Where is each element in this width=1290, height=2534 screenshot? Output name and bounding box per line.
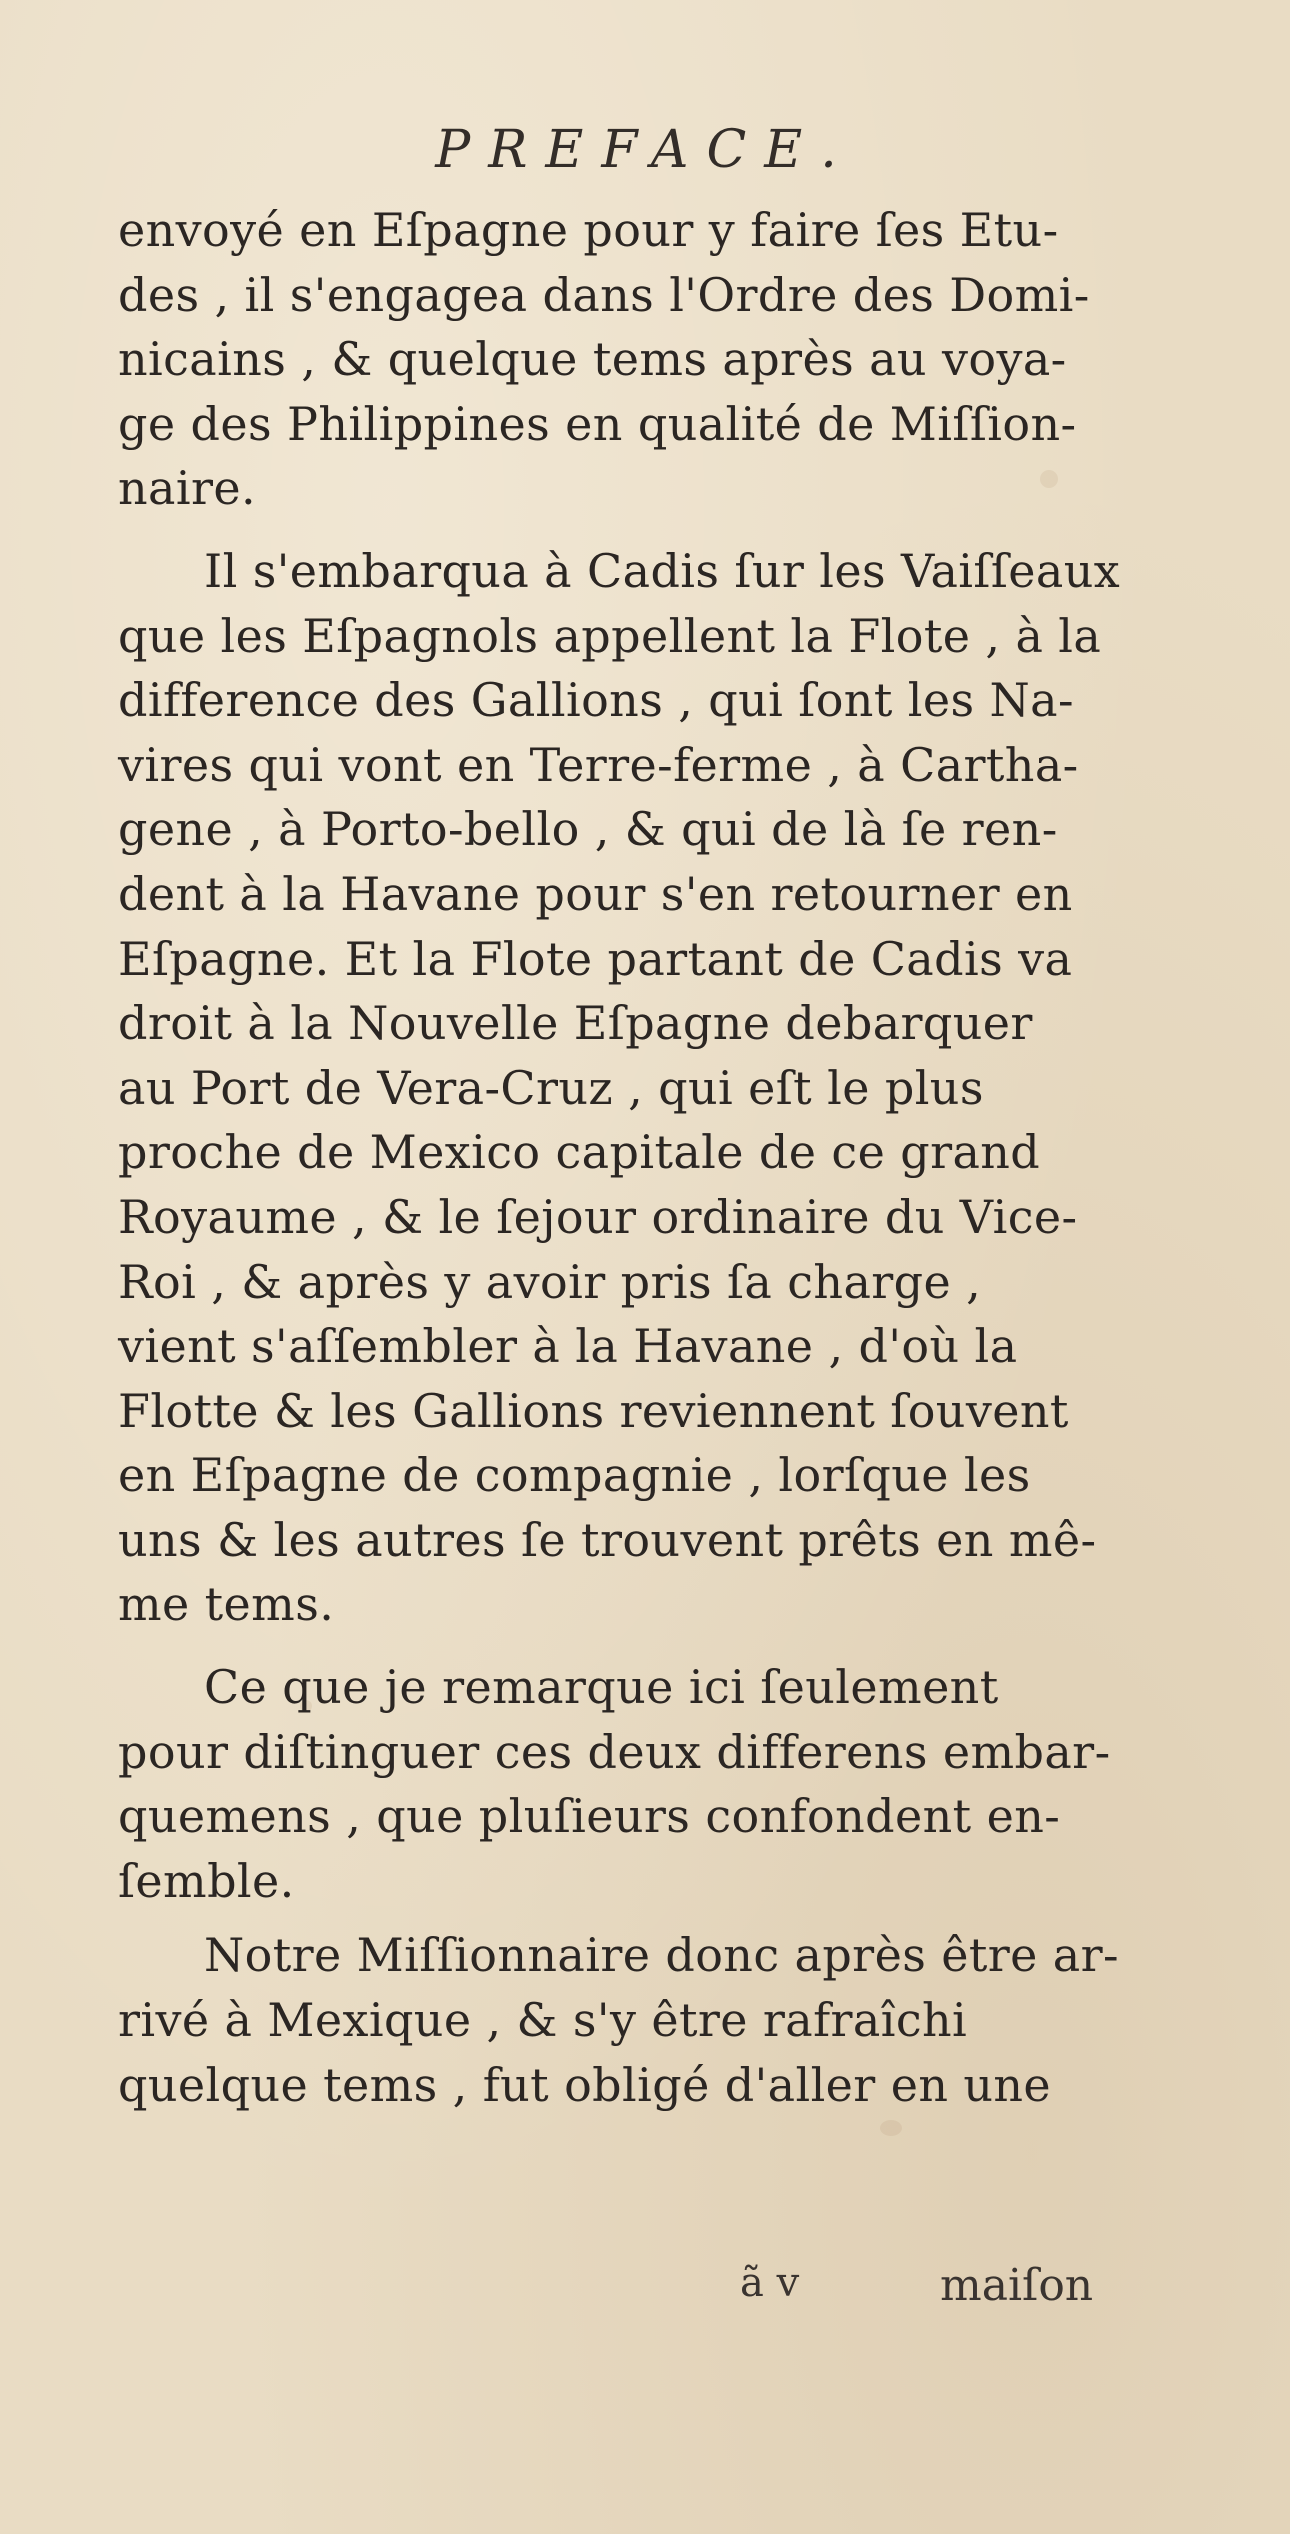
paragraph-gap (118, 521, 1138, 539)
text-line: Flotte & les Gallions reviennent ſouvent (118, 1383, 1069, 1438)
text-line: des , il s'engagea dans l'Ordre des Domi- (118, 267, 1090, 322)
paragraph-gap (118, 1913, 1138, 1923)
text-line: rivé à Mexique , & s'y être rafraîchi (118, 1993, 968, 2048)
text-line: nicains , & quelque tems après au voya- (118, 332, 1067, 387)
page-footer (0, 2260, 1290, 2320)
catchword: maiſon (940, 2260, 1094, 2311)
text-line: dent à la Havane pour s'en retourner en (118, 866, 1073, 921)
text-line: que les Eſpagnols appellent la Flote , à la (118, 608, 1102, 663)
text-line: gene , à Porto-bello , & qui de là ſe ren- (118, 802, 1058, 857)
text-line: quelque tems , fut obligé d'aller en une (118, 2057, 1052, 2112)
text-line: droit à la Nouvelle Eſpagne debarquer (118, 996, 1033, 1051)
text-line: Roi , & après y avoir pris ſa charge , (118, 1254, 982, 1309)
text-line: Royaume , & le ſejour ordinaire du Vice- (118, 1189, 1078, 1244)
text-line: quemens , que pluſieurs confondent en- (118, 1789, 1061, 1844)
text-line: ſemble. (118, 1853, 295, 1908)
text-line: proche de Mexico capitale de ce grand (118, 1125, 1041, 1180)
text-line: me tems. (118, 1577, 335, 1632)
signature-mark: ã v (740, 2260, 800, 2306)
text-line: en Eſpagne de compagnie , lorſque les (118, 1448, 1031, 1503)
paper-stain (880, 2120, 902, 2136)
text-line: Ce que je remarque ici ſeulement (204, 1660, 999, 1715)
text-line: Notre Miſſionnaire donc après être ar- (204, 1928, 1119, 1983)
text-line: naire. (118, 461, 256, 516)
text-line: envoyé en Eſpagne pour y faire ſes Etu- (118, 203, 1059, 257)
paragraph-gap (118, 1637, 1138, 1655)
text-line: pour diſtinguer ces deux differens embar- (118, 1724, 1111, 1779)
text-line: Il s'embarqua à Cadis ſur les Vaiſſeaux (204, 543, 1121, 598)
text-line: uns & les autres ſe trouvent prêts en mê- (118, 1512, 1097, 1567)
text-line: Eſpagne. Et la Flote partant de Cadis va (118, 931, 1073, 986)
text-line: vires qui vont en Terre-ferme , à Cartha- (118, 737, 1079, 792)
body-text (118, 198, 1138, 2117)
text-line: ge des Philippines en qualité de Miſſion- (118, 396, 1077, 451)
text-line: au Port de Vera-Cruz , qui eſt le plus (118, 1060, 984, 1115)
text-line: vient s'aſſembler à la Havane , d'où la (118, 1319, 1018, 1374)
running-title: PREFACE. (435, 120, 855, 180)
text-line: difference des Gallions , qui ſont les Na- (118, 673, 1074, 728)
